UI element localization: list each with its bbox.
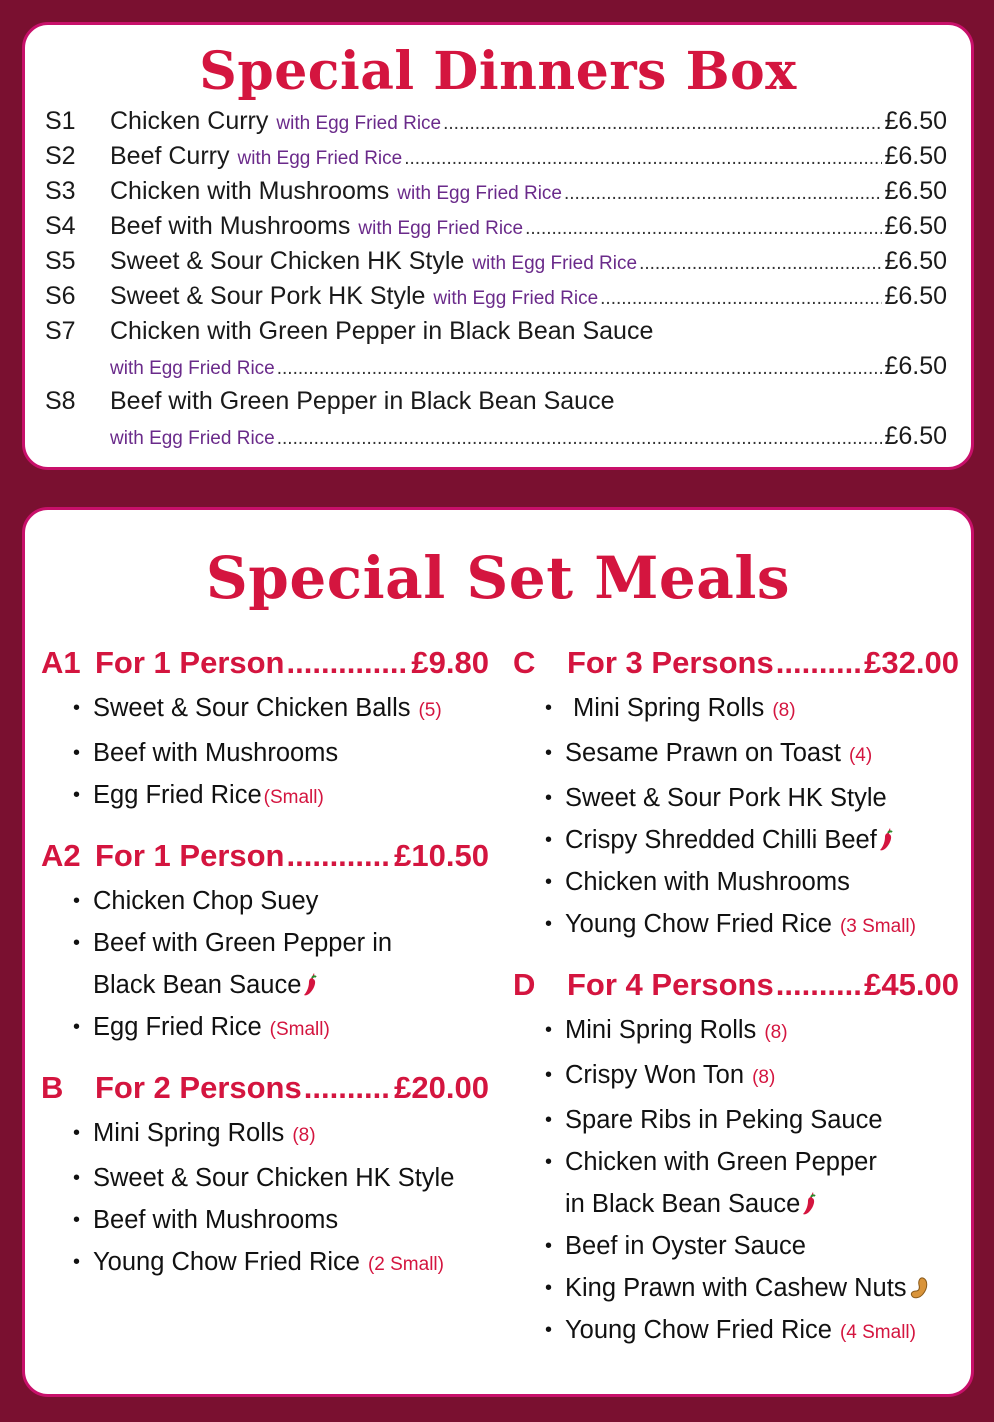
set-code: B [41,1070,64,1105]
list-item [41,687,489,732]
list-item [45,142,947,177]
item-name: Sweet & Sour Pork HK Style [110,282,426,310]
item-text: Young Chow Fried Rice [93,1248,360,1276]
list-item [513,777,959,819]
list-item [41,1199,489,1241]
set-meal-d [513,967,959,1354]
set-meal-a1 [41,645,489,819]
list-item [45,107,947,142]
set-label: For 4 Persons [567,967,774,1002]
item-text: Young Chow Fried Rice [565,910,832,938]
bullet-icon: • [545,1277,553,1299]
list-item [41,880,489,922]
item-text: Young Chow Fried Rice [565,1316,832,1344]
set-price: £20.00 [394,1070,489,1105]
item-rice: with Egg Fried Rice [237,148,403,169]
bullet-icon: • [545,1151,553,1173]
list-item [45,247,947,282]
item-price: £6.50 [884,422,947,450]
item-rice: with Egg Fried Rice [397,183,562,204]
item-code: S6 [45,282,76,310]
item-note: (4) [848,745,873,766]
item-rice: with Egg Fried Rice [358,218,524,239]
item-text: Egg Fried Rice [93,1013,262,1041]
item-text: Spare Ribs in Peking Sauce [565,1106,883,1134]
list-item [513,861,959,903]
set-column-left [41,645,489,1305]
item-code: S5 [45,247,76,275]
item-rice: with Egg Fried Rice [276,113,442,134]
bullet-icon: • [73,1167,81,1189]
dot-leader [287,838,393,874]
item-rice: with Egg Fried Rice [433,288,599,309]
bullet-icon: • [545,913,553,935]
set-code: A2 [41,838,81,873]
item-code: S4 [45,212,76,240]
item-code: S8 [45,387,76,415]
item-price: £6.50 [884,282,947,310]
item-rice: with Egg Fried Rice [110,358,275,379]
list-item [513,1225,959,1267]
set-price: £32.00 [864,645,959,680]
dot-leader [776,645,862,681]
list-item-continuation [41,964,489,1006]
dot-leader [287,645,410,681]
list-item [45,177,947,212]
item-text: Beef in Oyster Sauce [565,1232,806,1260]
item-text: Chicken with Mushrooms [565,868,850,896]
bullet-icon: • [545,697,553,719]
item-note: (2 Small) [367,1254,444,1275]
dinners-title: Special Dinners Box [199,41,797,102]
item-note: (8) [292,1125,316,1146]
list-item [513,903,959,948]
item-text: Crispy Shredded Chilli Beef [565,826,877,854]
list-item [41,1157,489,1199]
item-text: King Prawn with Cashew Nuts [565,1274,907,1302]
item-price: £6.50 [884,107,947,135]
item-code: S7 [45,317,76,345]
list-item [513,1054,959,1099]
dot-leader [277,428,883,450]
list-item [513,1267,959,1309]
dinners-list [45,107,947,457]
list-item [513,1099,959,1141]
list-item [41,774,489,819]
item-name: Beef with Mushrooms [110,212,351,240]
dot-leader [404,148,882,170]
item-text: Sweet & Sour Chicken HK Style [93,1164,455,1192]
bullet-icon: • [73,742,81,764]
bullet-icon: • [73,890,81,912]
item-code: S2 [45,142,76,170]
item-name: Chicken with Mushrooms [110,177,390,205]
special-set-meals-panel [22,507,974,1397]
dot-leader [776,967,862,1003]
item-rice: with Egg Fried Rice [472,253,638,274]
dot-leader [443,113,882,135]
item-price: £6.50 [884,352,947,380]
set-column-right [513,645,959,1373]
list-item [513,819,959,861]
set-price: £45.00 [864,967,959,1002]
bullet-icon: • [545,742,553,764]
bullet-icon: • [545,787,553,809]
item-note: (8) [772,700,796,721]
bullet-icon: • [73,1016,81,1038]
list-item-continuation [45,352,947,387]
item-text: Beef with Green Pepper in [93,929,393,957]
set-code: D [513,967,536,1002]
item-rice: with Egg Fried Rice [110,428,275,449]
item-text: Beef with Mushrooms [93,739,339,767]
item-text: Chicken with Green Pepper [565,1148,877,1176]
item-price: £6.50 [884,212,947,240]
set-code: C [513,645,536,680]
item-note: (8) [752,1067,776,1088]
item-name: Chicken with Green Pepper in Black Bean Sauce [110,317,654,345]
set-meal-b [41,1070,489,1286]
dot-leader [639,253,882,275]
item-note: (4 Small) [839,1322,916,1343]
list-item [513,1309,959,1354]
list-item-continuation [513,1183,959,1225]
item-text: Black Bean Sauce [93,971,302,999]
list-item [513,687,959,732]
list-item [41,1241,489,1286]
list-item [41,922,489,964]
list-item [41,1006,489,1051]
item-text: Chicken Chop Suey [93,887,319,915]
set-header [41,1070,489,1112]
list-item [41,732,489,774]
item-text: Sweet & Sour Pork HK Style [565,784,887,812]
item-text: Beef with Mushrooms [93,1206,339,1234]
bullet-icon: • [73,932,81,954]
set-meal-c [513,645,959,948]
list-item [45,282,947,317]
bullet-icon: • [73,1209,81,1231]
item-text: Mini Spring Rolls [565,1016,757,1044]
set-header [513,967,959,1009]
bullet-icon: • [73,1122,81,1144]
bullet-icon: • [545,871,553,893]
bullet-icon: • [545,1109,553,1131]
dot-leader [304,1070,392,1106]
list-item [513,1141,959,1183]
list-item [513,732,959,777]
special-dinners-box-panel [22,22,974,470]
item-text: Mini Spring Rolls [93,1119,285,1147]
item-note: (Small) [269,1019,330,1040]
bullet-icon: • [73,697,81,719]
dot-leader [277,358,883,380]
set-price: £9.80 [411,645,489,680]
item-note: (5) [418,700,442,721]
item-price: £6.50 [884,142,947,170]
bullet-icon: • [545,1235,553,1257]
dot-leader [564,183,882,205]
set-code: A1 [41,645,81,680]
item-code: S1 [45,107,76,135]
item-name: Sweet & Sour Chicken HK Style [110,247,465,275]
dot-leader [600,288,882,310]
set-label: For 2 Persons [95,1070,302,1105]
set-header [41,838,489,880]
list-item-continuation [45,422,947,457]
item-name: Beef Curry [110,142,230,170]
list-item [45,317,947,352]
chili-icon [802,1190,818,1216]
item-note: (8) [764,1022,788,1043]
set-header [513,645,959,687]
item-price: £6.50 [884,247,947,275]
set-price: £10.50 [394,838,489,873]
bullet-icon: • [545,1319,553,1341]
set-meal-a2 [41,838,489,1051]
set-header [41,645,489,687]
set-label: For 1 Person [95,838,285,873]
item-name: Beef with Green Pepper in Black Bean Sauce [110,387,615,415]
bullet-icon: • [545,829,553,851]
list-item [513,1009,959,1054]
bullet-icon: • [73,784,81,806]
list-item [41,1112,489,1157]
item-code: S3 [45,177,76,205]
set-label: For 1 Person [95,645,285,680]
item-note: (Small) [263,787,324,808]
chili-icon [879,826,895,852]
item-name: Chicken Curry [110,107,269,135]
sets-title: Special Set Meals [205,544,791,612]
item-text: Mini Spring Rolls [573,694,765,722]
cashew-nut-icon [909,1276,929,1300]
item-text: Egg Fried Rice [93,781,262,809]
item-price: £6.50 [884,177,947,205]
item-text: in Black Bean Sauce [565,1190,801,1218]
item-note: (3 Small) [839,916,916,937]
bullet-icon: • [545,1064,553,1086]
chili-icon [303,971,319,997]
bullet-icon: • [73,1251,81,1273]
bullet-icon: • [545,1019,553,1041]
dot-leader [525,218,882,240]
item-text: Crispy Won Ton [565,1061,745,1089]
set-label: For 3 Persons [567,645,774,680]
item-text: Sweet & Sour Chicken Balls [93,694,411,722]
list-item [45,212,947,247]
list-item [45,387,947,422]
item-text: Sesame Prawn on Toast [565,739,841,767]
